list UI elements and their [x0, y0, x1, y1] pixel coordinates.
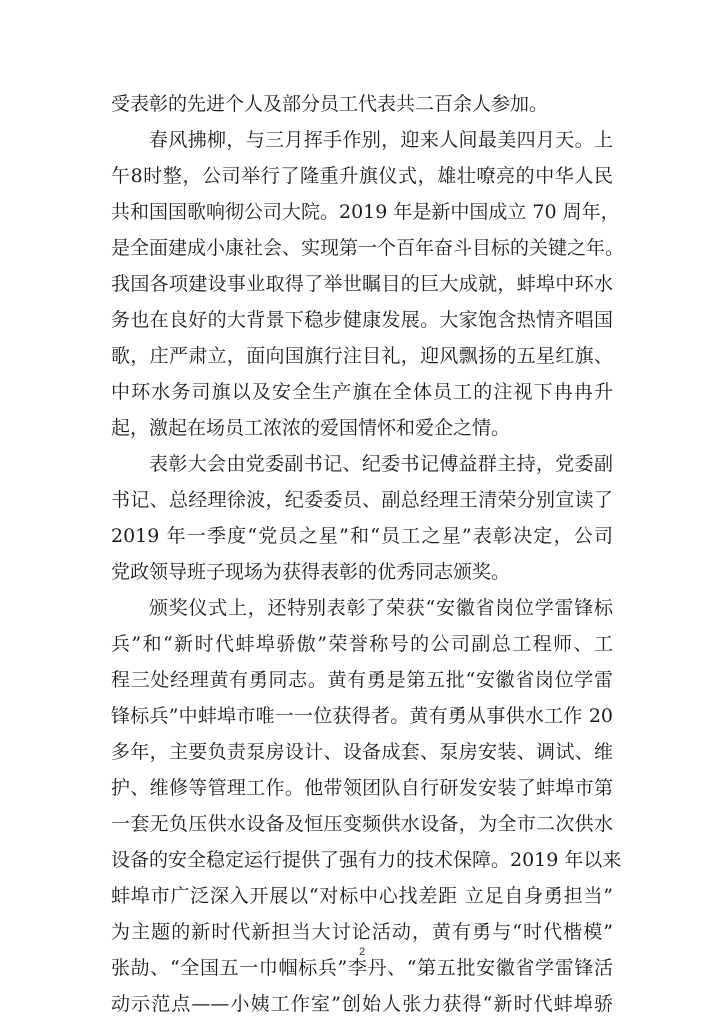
text-line: 锋标兵”中蚌埠市唯一一位获得者。黄有勇从事供水工作 20	[111, 705, 613, 727]
text-line: 中环水务司旗以及安全生产旗在全体员工的注视下冉冉升	[111, 381, 613, 403]
text-line: 春风拂柳，与三月挥手作别，迎来人间最美四月天。上	[149, 129, 613, 151]
text-line: 程三处经理黄有勇同志。黄有勇是第五批“安徽省岗位学雷	[111, 669, 613, 691]
text-line: 张劼、“全国五一巾帼标兵”李丹、“第五批安徽省学雷锋活	[111, 957, 613, 979]
text-line: 书记、总经理徐波，纪委委员、副总经理王清荣分别宣读了	[111, 489, 613, 511]
text-line: 歌，庄严肃立，面向国旗行注目礼，迎风飘扬的五星红旗、	[111, 345, 613, 367]
text-line: 起，激起在场员工浓浓的爱国情怀和爱企之情。	[111, 417, 511, 439]
text-line: 兵”和“新时代蚌埠骄傲”荣誉称号的公司副总工程师、工	[111, 633, 613, 655]
text-line: 护、维修等管理工作。他带领团队自行研发安装了蚌埠市第	[111, 777, 613, 799]
text-line: 我国各项建设事业取得了举世瞩目的巨大成就，蚌埠中环水	[111, 273, 613, 295]
text-line: 2019 年一季度“党员之星”和“员工之星”表彰决定，公司	[111, 525, 613, 547]
text-line: 表彰大会由党委副书记、纪委书记傅益群主持，党委副	[149, 453, 613, 475]
text-line: 共和国国歌响彻公司大院。2019 年是新中国成立 70 周年，	[111, 201, 620, 223]
text-line: 受表彰的先进个人及部分员工代表共二百余人参加。	[111, 93, 549, 115]
text-line: 一套无负压供水设备及恒压变频供水设备，为全市二次供水	[111, 813, 613, 835]
text-line: 为主题的新时代新担当大讨论活动，黄有勇与“时代楷模”	[111, 921, 613, 943]
text-line: 动示范点——小姨工作室”创始人张力获得“新时代蚌埠骄	[111, 993, 613, 1015]
text-line: 多年，主要负责泵房设计、设备成套、泵房安装、调试、维	[111, 741, 613, 763]
text-line: 颁奖仪式上，还特别表彰了荣获“安徽省岗位学雷锋标	[149, 597, 613, 619]
text-line: 设备的安全稳定运行提供了强有力的技术保障。2019 年以来	[111, 849, 622, 871]
page-number: 2	[358, 946, 366, 958]
text-line: 党政领导班子现场为获得表彰的优秀同志颁奖。	[111, 561, 511, 583]
body-text	[111, 86, 625, 1022]
text-line: 务也在良好的大背景下稳步健康发展。大家饱含热情齐唱国	[111, 309, 613, 331]
text-line: 蚌埠市广泛深入开展以“对标中心找差距 立足自身勇担当”	[111, 885, 613, 907]
text-line: 是全面建成小康社会、实现第一个百年奋斗目标的关键之年。	[111, 237, 625, 259]
text-line: 午8时整，公司举行了隆重升旗仪式，雄壮嘹亮的中华人民	[111, 165, 613, 187]
